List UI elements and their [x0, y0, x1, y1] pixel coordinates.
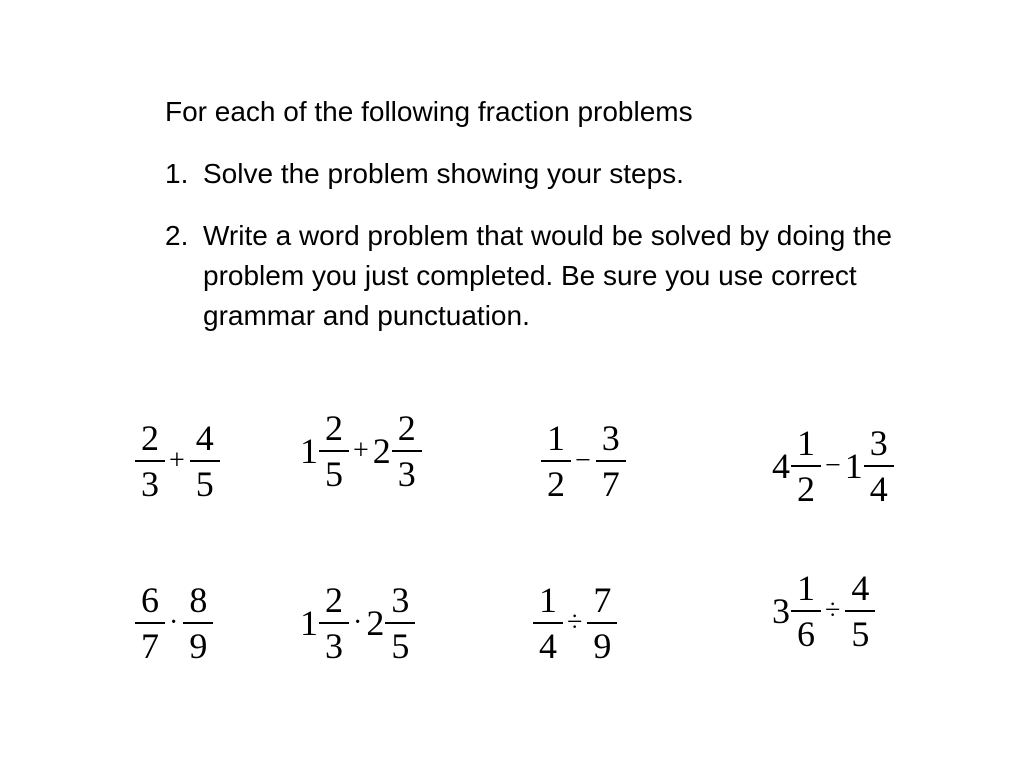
whole-number: 1: [844, 446, 863, 486]
fraction: [791, 570, 821, 652]
fraction-bar: [596, 460, 626, 462]
fraction: [596, 420, 626, 502]
fraction: [135, 420, 165, 502]
denominator: 7: [601, 464, 620, 504]
numerator: 6: [141, 580, 159, 620]
fraction: [135, 582, 165, 664]
denominator: 5: [851, 614, 870, 654]
step-text: Write a word problem that would be solved by doing the problem you just completed. Be sure you use correct grammar and punctuation.: [203, 220, 892, 331]
numerator: 3: [601, 418, 620, 458]
fraction-bar: [587, 622, 617, 624]
denominator: 5: [195, 464, 214, 504]
numerator: 2: [397, 408, 416, 448]
step-number: 1.: [165, 158, 189, 189]
denominator: 4: [869, 469, 888, 509]
instructions-intro: For each of the following fraction problems: [165, 96, 693, 127]
denominator: 2: [797, 469, 815, 509]
fraction-bar: [319, 450, 349, 452]
numerator: 8: [189, 580, 208, 620]
numerator: 2: [325, 408, 343, 448]
fraction: [190, 420, 220, 502]
fraction: [533, 582, 563, 664]
numerator: 1: [547, 418, 565, 458]
denominator: 7: [141, 626, 159, 666]
problem-6: [300, 582, 415, 664]
fraction-bar: [135, 460, 165, 462]
whole-number: 2: [372, 431, 391, 471]
numerator: 4: [851, 568, 870, 608]
problem-4: [772, 425, 894, 507]
problem-2: [300, 410, 422, 492]
fraction: [319, 582, 349, 664]
operator: ·: [353, 607, 363, 638]
fraction-bar: [392, 450, 422, 452]
fraction-bar: [385, 622, 415, 624]
whole-number: 1: [300, 603, 318, 643]
fraction-bar: [791, 465, 821, 467]
fraction-bar: [319, 622, 349, 624]
denominator: 6: [797, 614, 815, 654]
operator: −: [825, 450, 841, 481]
fraction-bar: [791, 610, 821, 612]
numerator: 2: [141, 418, 159, 458]
denominator: 5: [325, 454, 343, 494]
denominator: 3: [325, 626, 343, 666]
denominator: 5: [391, 626, 410, 666]
whole-number: 1: [300, 431, 318, 471]
whole-number: 4: [772, 446, 790, 486]
fraction: [541, 420, 571, 502]
denominator: 3: [141, 464, 159, 504]
problem-3: [540, 420, 626, 502]
fraction: [392, 410, 422, 492]
fraction-bar: [183, 622, 213, 624]
operator: ·: [169, 607, 179, 638]
fraction: [864, 425, 894, 507]
denominator: 9: [593, 626, 612, 666]
fraction: [845, 570, 875, 652]
numerator: 1: [797, 423, 815, 463]
numerator: 3: [869, 423, 888, 463]
denominator: 4: [539, 626, 557, 666]
operator: +: [353, 435, 369, 466]
fraction-bar: [135, 622, 165, 624]
instruction-step-2: [165, 216, 925, 336]
operator: +: [169, 445, 185, 476]
numerator: 1: [797, 568, 815, 608]
fraction: [385, 582, 415, 664]
fraction: [587, 582, 617, 664]
problem-5: [134, 582, 213, 664]
numerator: 1: [539, 580, 557, 620]
instruction-step-1: [165, 154, 925, 194]
numerator: 2: [325, 580, 343, 620]
numerator: 4: [195, 418, 214, 458]
fraction-bar: [190, 460, 220, 462]
problem-8: [772, 570, 875, 652]
denominator: 9: [189, 626, 208, 666]
operator: ÷: [825, 595, 841, 626]
problem-1: [134, 420, 220, 502]
denominator: 2: [547, 464, 565, 504]
step-number: 2.: [165, 220, 189, 251]
fraction-bar: [864, 465, 894, 467]
whole-number: 2: [366, 603, 385, 643]
denominator: 3: [397, 454, 416, 494]
fraction: [319, 410, 349, 492]
whole-number: 3: [772, 591, 790, 631]
fraction: [791, 425, 821, 507]
problem-7: [532, 582, 617, 664]
numerator: 3: [391, 580, 410, 620]
numerator: 7: [593, 580, 612, 620]
operator: −: [575, 445, 591, 476]
operator: ÷: [567, 607, 583, 638]
fraction-bar: [533, 622, 563, 624]
fraction: [183, 582, 213, 664]
fraction-bar: [845, 610, 875, 612]
fraction-bar: [541, 460, 571, 462]
instructions: [165, 92, 925, 358]
step-text: Solve the problem showing your steps.: [203, 158, 684, 189]
